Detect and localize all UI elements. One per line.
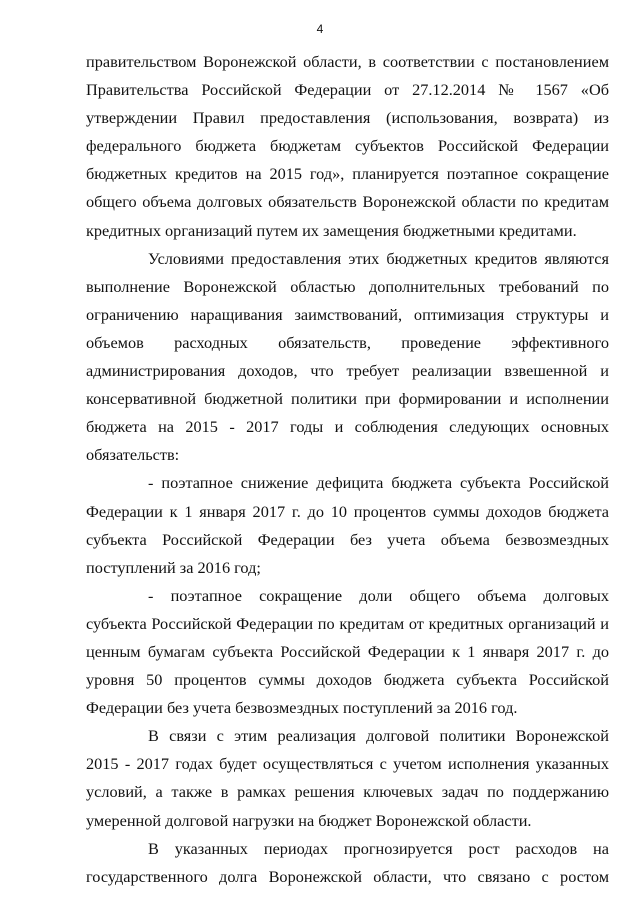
paragraph <box>86 469 609 581</box>
text-line: выполнение Воронежской областью дополнительных требований по <box>86 276 609 296</box>
text-line: Условиями предоставления этих бюджетных кредитов являются <box>148 248 609 268</box>
paragraph <box>86 722 609 834</box>
text-line: бюджета на 2015 - 2017 годы и соблюдения следующих основных <box>86 417 609 437</box>
text-line: В связи с этим реализация долговой политики Воронежской <box>148 726 609 746</box>
text-line: Федерации без учета безвозмездных поступлений за 2016 год. <box>86 698 518 718</box>
text-line: уровня 50 процентов суммы доходов бюджета субъекта Российской <box>86 670 609 690</box>
text-line: утверждении Правил предоставления (использования, возврата) из <box>86 108 609 128</box>
paragraph <box>86 835 609 891</box>
text-line: бюджетных кредитов на 2015 год», планируется поэтапное сокращение <box>86 164 609 184</box>
document-body <box>86 48 609 891</box>
paragraph <box>86 582 609 722</box>
text-line: кредитных организаций путем их замещения бюджетными кредитами. <box>86 220 577 240</box>
paragraph <box>86 48 609 245</box>
page-number: 4 <box>316 22 324 36</box>
text-line: федерального бюджета бюджетам субъектов Российской Федерации <box>86 136 609 156</box>
text-line: Правительства Российской Федерации от 27.12.2014 № 1567 «Об <box>86 80 609 100</box>
text-line: ограничению наращивания заимствований, оптимизация структуры и <box>86 304 609 324</box>
text-line: общего объема долговых обязательств Воронежской области по кредитам <box>86 192 609 212</box>
paragraph <box>86 245 609 470</box>
text-line: обязательств: <box>86 445 180 465</box>
text-line: субъекта Российской Федерации по кредитам от кредитных организаций и <box>86 613 609 633</box>
text-line: ценным бумагам субъекта Российской Федерации к 1 января 2017 г. до <box>86 641 609 661</box>
text-line: субъекта Российской Федерации без учета объема безвозмездных <box>86 529 609 549</box>
text-line: консервативной бюджетной политики при формировании и исполнении <box>86 389 609 409</box>
text-line: администрирования доходов, что требует реализации взвешенной и <box>86 361 609 381</box>
text-line: объемов расходных обязательств, проведение эффективного <box>86 332 609 352</box>
text-line: - поэтапное снижение дефицита бюджета субъекта Российской <box>148 473 609 493</box>
text-line: государственного долга Воронежской области, что связано с ростом <box>86 866 609 886</box>
text-line: Федерации к 1 января 2017 г. до 10 процентов суммы доходов бюджета <box>86 501 609 521</box>
text-line: В указанных периодах прогнозируется рост расходов на <box>148 838 609 858</box>
text-line: - поэтапное сокращение доли общего объема долговых <box>148 585 609 605</box>
text-line: поступлений за 2016 год; <box>86 557 261 577</box>
text-line: 2015 - 2017 годах будет осуществляться с учетом исполнения указанных <box>86 754 609 774</box>
text-line: условий, а также в рамках решения ключевых задач по поддержанию <box>86 782 609 802</box>
text-line: правительством Воронежской области, в соответствии с постановлением <box>86 52 609 71</box>
text-line: умеренной долговой нагрузки на бюджет Воронежской области. <box>86 810 532 830</box>
